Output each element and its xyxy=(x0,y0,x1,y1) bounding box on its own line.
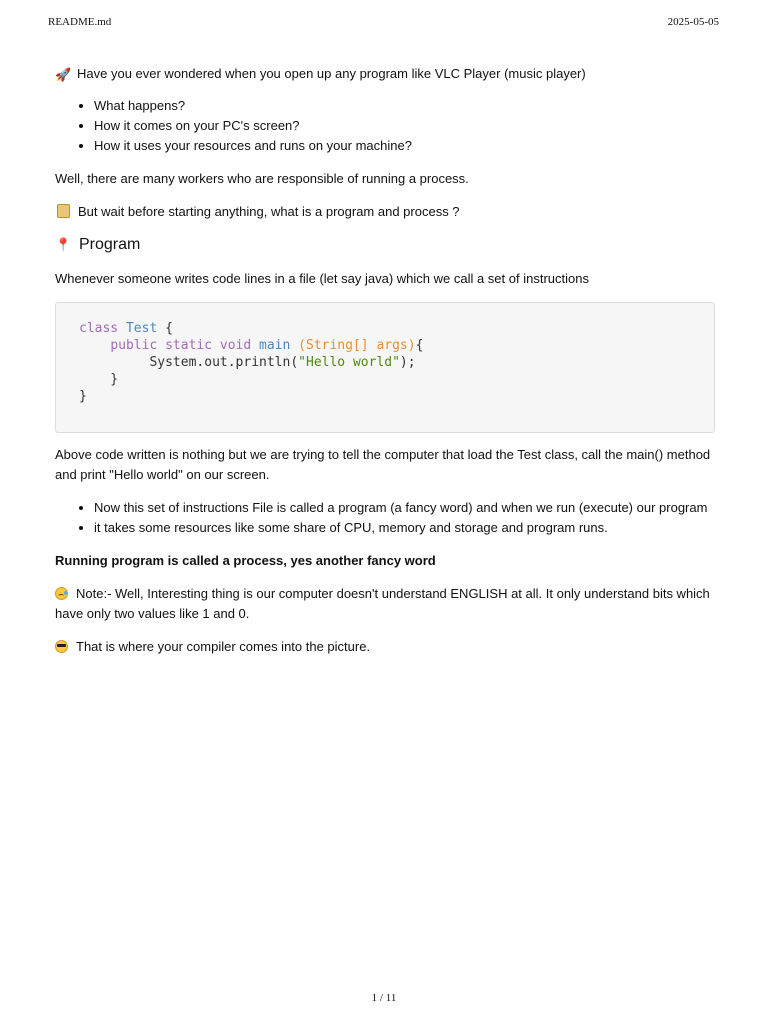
code-indent xyxy=(79,338,110,353)
code-params: (String[] args) xyxy=(298,338,416,353)
process-statement: Running program is called a process, yes another fancy word xyxy=(55,553,436,568)
code-text: } xyxy=(79,372,119,387)
compiler-text: That is where your compiler comes into the picture. xyxy=(76,639,371,654)
scroll-icon xyxy=(57,204,70,218)
explanation-paragraph: Above code written is nothing but we are trying to tell the computer that load the Test class, call the main() method and print "Hello world" on our screen. xyxy=(55,447,711,482)
program-list xyxy=(55,498,715,538)
list-item: • What happens? xyxy=(94,96,715,116)
note-text: Note:- Well, Interesting thing is our computer doesn't understand ENGLISH at all. It only understand bits which have only two values like 1 and 0. xyxy=(55,586,710,621)
list-item: • it takes some resources like some share of CPU, memory and storage and program runs. xyxy=(94,518,715,538)
code-method-name: main xyxy=(259,338,291,353)
workers-paragraph: Well, there are many workers who are responsible of running a process. xyxy=(55,171,469,186)
list-item: • Now this set of instructions File is called a program (a fancy word) and when we run (execute) our program xyxy=(94,498,715,518)
code-text: { xyxy=(157,321,173,336)
code-keyword: class xyxy=(79,321,119,336)
page-footer xyxy=(0,992,768,1004)
code-string: "Hello world" xyxy=(298,355,400,370)
question-text: But wait before starting anything, what is a program and process ? xyxy=(78,204,460,219)
intro-paragraph xyxy=(55,64,715,84)
intro-list xyxy=(55,96,715,156)
page-header xyxy=(48,16,719,32)
document-body xyxy=(55,64,715,657)
program-heading xyxy=(55,234,715,256)
program-intro-paragraph: Whenever someone writes code lines in a file (let say java) which we call a set of instructions xyxy=(55,271,589,286)
code-block xyxy=(55,302,715,433)
list-item: • How it uses your resources and runs on your machine? xyxy=(94,136,715,156)
code-indent xyxy=(79,355,149,370)
code-text: ); xyxy=(399,355,416,370)
intro-text: Have you ever wondered when you open up any program like VLC Player (music player) xyxy=(77,66,586,81)
compiler-paragraph xyxy=(55,637,715,657)
code-class-name: Test xyxy=(125,321,158,336)
code-keyword: public static void xyxy=(110,338,252,353)
code-text: } xyxy=(79,389,87,404)
crying-face-icon xyxy=(55,587,68,600)
header-date: 2025-05-05 xyxy=(667,16,719,28)
pushpin-icon: 📍 xyxy=(55,237,72,252)
sunglasses-face-icon xyxy=(55,640,68,653)
list-item: • How it comes on your PC's screen? xyxy=(94,116,715,136)
rocket-icon: 🚀 xyxy=(55,67,72,82)
note-paragraph xyxy=(55,584,715,624)
header-filename: README.md xyxy=(48,16,112,28)
code-text: System.out.println( xyxy=(149,355,299,370)
program-heading-text: Program xyxy=(79,236,141,253)
page-indicator: 1 / 11 xyxy=(371,992,397,1004)
code-text: { xyxy=(415,338,424,353)
question-paragraph xyxy=(55,202,715,222)
